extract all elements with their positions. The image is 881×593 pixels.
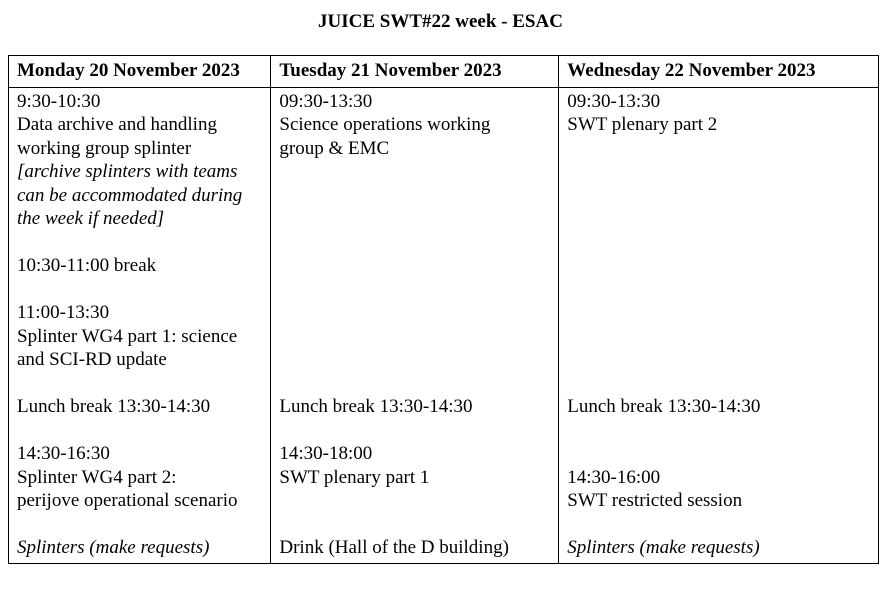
spacer	[567, 160, 870, 184]
spacer	[279, 513, 550, 537]
spacer	[567, 442, 870, 466]
document-title: JUICE SWT#22 week - ESAC	[318, 11, 563, 32]
monday-note-line-2: can be accommodated during	[17, 184, 243, 206]
monday-session-1-line-2: working group splinter	[17, 137, 192, 159]
spacer	[279, 160, 550, 184]
monday-time-2: 11:00-13:30	[17, 302, 110, 323]
monday-break: 10:30-11:00 break	[17, 255, 157, 276]
spacer	[17, 231, 262, 255]
spacer	[17, 372, 262, 396]
tuesday-time-2: 14:30-18:00	[279, 443, 373, 464]
wednesday-lunch: Lunch break 13:30-14:30	[567, 396, 761, 417]
wednesday-time-1: 09:30-13:30	[567, 90, 661, 112]
spacer	[17, 513, 262, 537]
spacer	[279, 325, 550, 349]
header-wednesday: Wednesday 22 November 2023	[559, 56, 879, 88]
spacer	[567, 184, 870, 208]
monday-footer: Splinters (make requests)	[17, 537, 210, 558]
monday-session-2-line-1: Splinter WG4 part 1: science	[17, 325, 238, 347]
header-tuesday: Tuesday 21 November 2023	[271, 56, 559, 88]
monday-session-3-line-1: Splinter WG4 part 2:	[17, 466, 177, 488]
tuesday-footer: Drink (Hall of the D building)	[279, 537, 509, 558]
spacer	[279, 231, 550, 255]
wednesday-cell	[559, 87, 879, 563]
spacer	[567, 513, 870, 537]
spacer	[17, 278, 262, 302]
schedule-table	[8, 55, 879, 564]
spacer	[567, 372, 870, 396]
spacer	[567, 254, 870, 278]
spacer	[567, 325, 870, 349]
wednesday-footer: Splinters (make requests)	[567, 537, 760, 558]
spacer	[279, 184, 550, 208]
spacer	[567, 419, 870, 443]
spacer	[567, 207, 870, 231]
tuesday-session-1-line-2: group & EMC	[279, 137, 390, 159]
spacer	[567, 231, 870, 255]
header-row	[9, 56, 879, 88]
monday-note-line-1: [archive splinters with teams	[17, 161, 238, 182]
spacer	[17, 419, 262, 443]
monday-time-1: 9:30-10:30	[17, 90, 101, 112]
monday-note-line-3: the week if needed]	[17, 208, 165, 229]
tuesday-cell	[271, 87, 559, 563]
spacer	[567, 348, 870, 372]
spacer	[567, 137, 870, 161]
spacer	[567, 301, 870, 325]
monday-session-1-line-1: Data archive and handling	[17, 114, 217, 135]
spacer	[279, 372, 550, 396]
tuesday-session-1-line-1: Science operations working	[279, 114, 491, 135]
monday-time-3: 14:30-16:30	[17, 443, 110, 464]
spacer	[279, 489, 550, 513]
tuesday-time-1: 09:30-13:30	[279, 90, 373, 112]
spacer	[279, 419, 550, 443]
monday-session-3-line-2: perijove operational scenario	[17, 490, 238, 511]
tuesday-session-2: SWT plenary part 1	[279, 466, 430, 488]
schedule-row	[9, 87, 879, 563]
spacer	[279, 207, 550, 231]
spacer	[567, 278, 870, 302]
wednesday-session-2: SWT restricted session	[567, 490, 743, 511]
monday-lunch: Lunch break 13:30-14:30	[17, 396, 211, 417]
wednesday-session-1: SWT plenary part 2	[567, 114, 718, 135]
spacer	[279, 301, 550, 325]
monday-session-2-line-2: and SCI-RD update	[17, 349, 167, 370]
spacer	[279, 348, 550, 372]
monday-cell	[9, 87, 271, 563]
header-monday: Monday 20 November 2023	[9, 56, 271, 88]
spacer	[279, 278, 550, 302]
spacer	[279, 254, 550, 278]
tuesday-lunch: Lunch break 13:30-14:30	[279, 396, 473, 417]
wednesday-time-2: 14:30-16:00	[567, 466, 661, 488]
